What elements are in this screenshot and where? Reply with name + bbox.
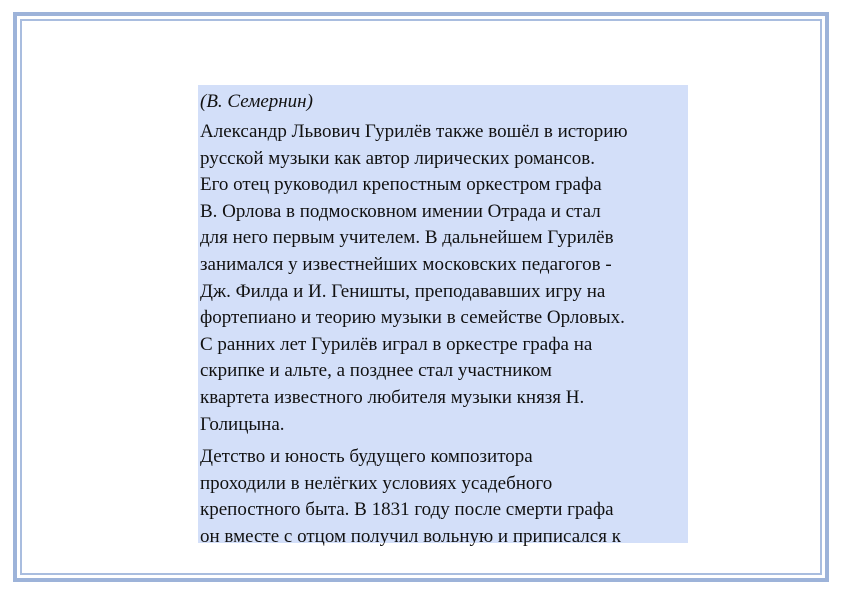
text-line: он вместе с отцом получил вольную и приписался к (200, 525, 621, 547)
text-line: русской музыки как автор лирических романсов. (200, 147, 595, 169)
paragraph-1 (200, 119, 688, 438)
text-line: для него первым учителем. В дальнейшем Гурилёв (200, 227, 614, 249)
text-line: занимался у известнейших московских педагогов - (200, 253, 612, 275)
text-line: С ранних лет Гурилёв играл в оркестре графа на (200, 333, 593, 355)
text-line: фортепиано и теорию музыки в семействе Орловых. (200, 307, 625, 329)
text-line: квартета известного любителя музыки князя Н. (200, 386, 585, 408)
text-line: Дж. Филда и И. Геништы, преподававших игру на (200, 280, 606, 302)
text-line: скрипке и альте, а позднее стал участником (200, 360, 552, 382)
text-line: В. Орлова в подмосковном имении Отрада и стал (200, 200, 601, 222)
text-line: проходили в нелёгких условиях усадебного (200, 472, 553, 494)
text-line: Детство и юность будущего композитора (200, 446, 533, 468)
author-attribution: (В. Семернин) (200, 91, 313, 112)
text-line: Александр Львович Гурилёв также вошёл в историю (200, 121, 628, 142)
text-box (198, 85, 688, 547)
text-line: крепостного быта. В 1831 году после смерти графа (200, 499, 614, 521)
text-line: Голицына. (200, 413, 285, 435)
paragraph-2 (200, 444, 688, 550)
text-line: Его отец руководил крепостным оркестром графа (200, 174, 602, 196)
